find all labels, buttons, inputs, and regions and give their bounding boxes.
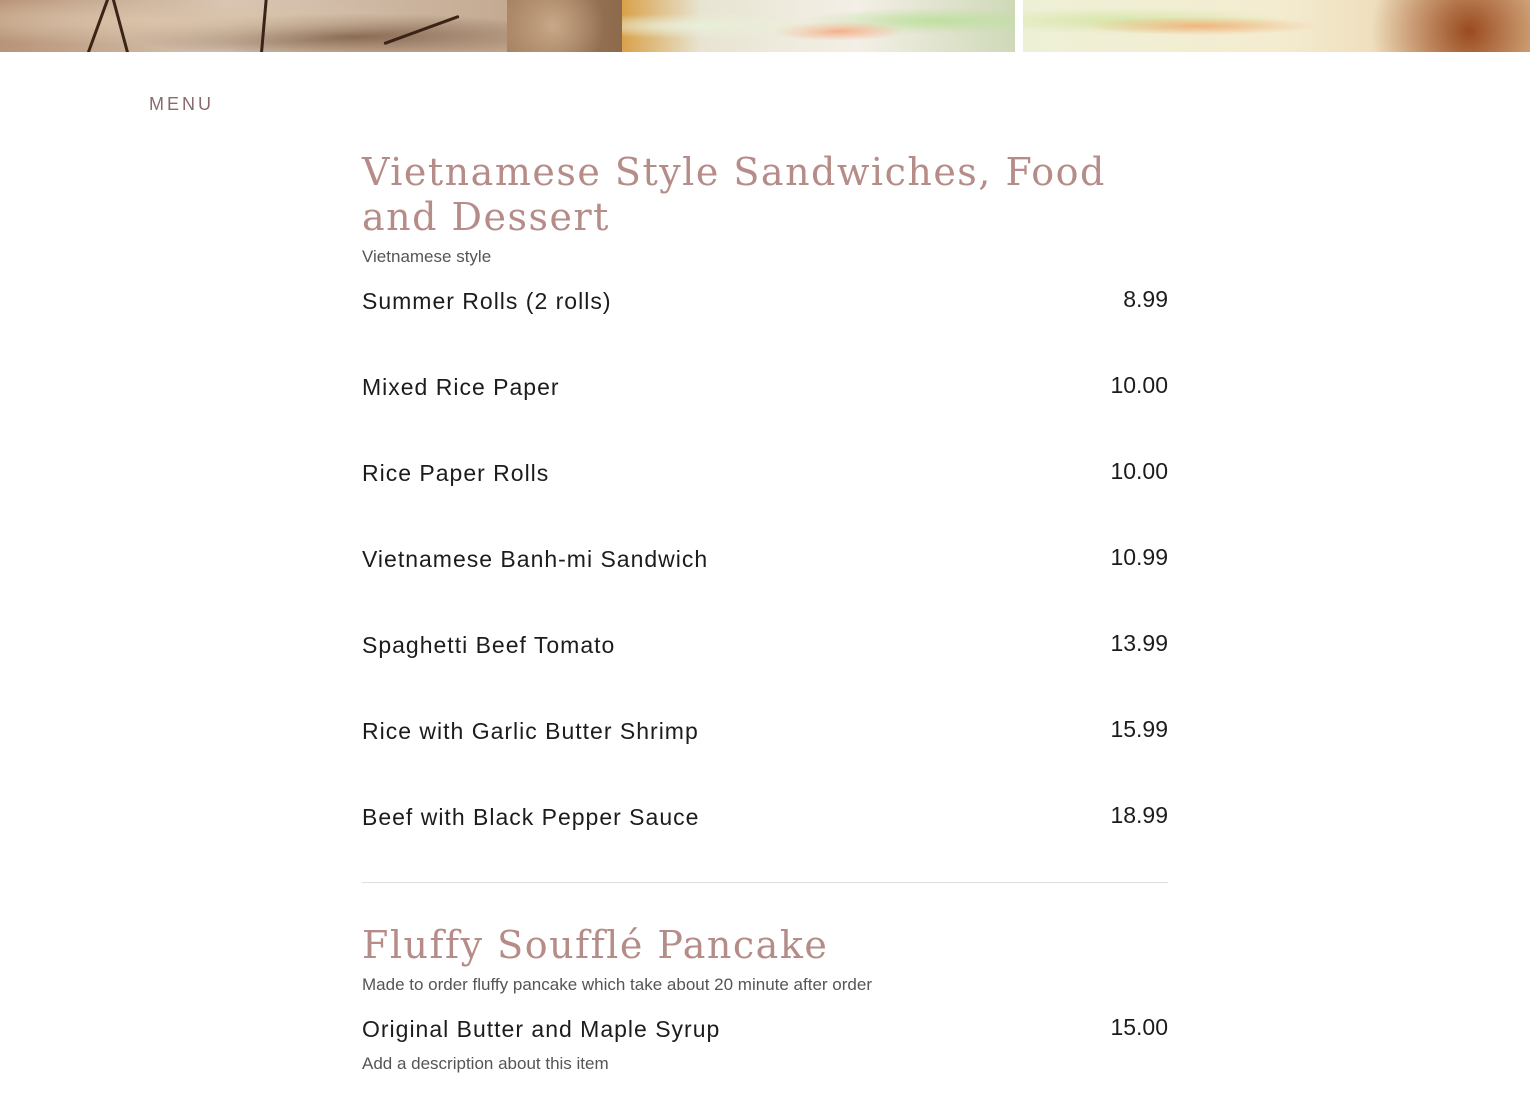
menu-item[interactable] [362,286,1168,372]
hero-image-strip [0,0,1530,52]
hero-image-texture [507,0,621,52]
menu-content [362,150,1168,1074]
menu-item-name: Vietnamese Banh-mi Sandwich [362,546,709,572]
section-subtitle: Vietnamese style [362,247,492,266]
menu-item-name: Spaghetti Beef Tomato [362,632,616,658]
menu-item-price: 15.00 [1110,1014,1168,1040]
menu-section-vietnamese [362,150,1168,846]
menu-item[interactable] [362,716,1168,802]
menu-item-price: 13.99 [1110,630,1168,656]
chocolate-drizzle [259,0,269,52]
menu-item-price: 18.99 [1110,802,1168,828]
menu-nav-label[interactable]: MENU [149,94,214,114]
menu-item-name: Beef with Black Pepper Sauce [362,804,700,830]
menu-item-list [362,1014,1168,1074]
menu-item-price: 10.00 [1110,372,1168,398]
menu-item-price: 10.99 [1110,544,1168,570]
section-title: Fluffy Soufflé Pancake [362,923,829,967]
menu-item[interactable] [362,802,1168,846]
menu-item-name: Summer Rolls (2 rolls) [362,288,612,314]
menu-item-price: 10.00 [1110,458,1168,484]
menu-section-souffle-pancake [362,923,1168,1074]
hero-image-rice-paper-salad [1015,0,1530,52]
menu-item-name: Rice with Garlic Butter Shrimp [362,718,699,744]
chocolate-drizzle [110,0,134,52]
section-subtitle: Made to order fluffy pancake which take about 20 minute after order [362,975,872,994]
hero-image-summer-rolls [622,0,1015,52]
menu-item-description: Add a description about this item [362,1054,609,1073]
menu-item[interactable] [362,372,1168,458]
menu-item-name: Mixed Rice Paper [362,374,560,400]
menu-item-list [362,286,1168,846]
menu-item-name: Rice Paper Rolls [362,460,550,486]
section-divider [362,882,1168,883]
menu-item-name: Original Butter and Maple Syrup [362,1016,721,1042]
menu-item[interactable] [362,1014,1168,1074]
menu-item[interactable] [362,630,1168,716]
hero-image-pancake [0,0,507,52]
chocolate-drizzle [383,15,459,45]
menu-item-price: 15.99 [1110,716,1168,742]
menu-item[interactable] [362,458,1168,544]
section-title: Vietnamese Style Sandwiches, Food and Dessert [362,150,1106,239]
menu-item[interactable] [362,544,1168,630]
chocolate-drizzle [81,0,111,52]
menu-item-price: 8.99 [1123,286,1168,312]
